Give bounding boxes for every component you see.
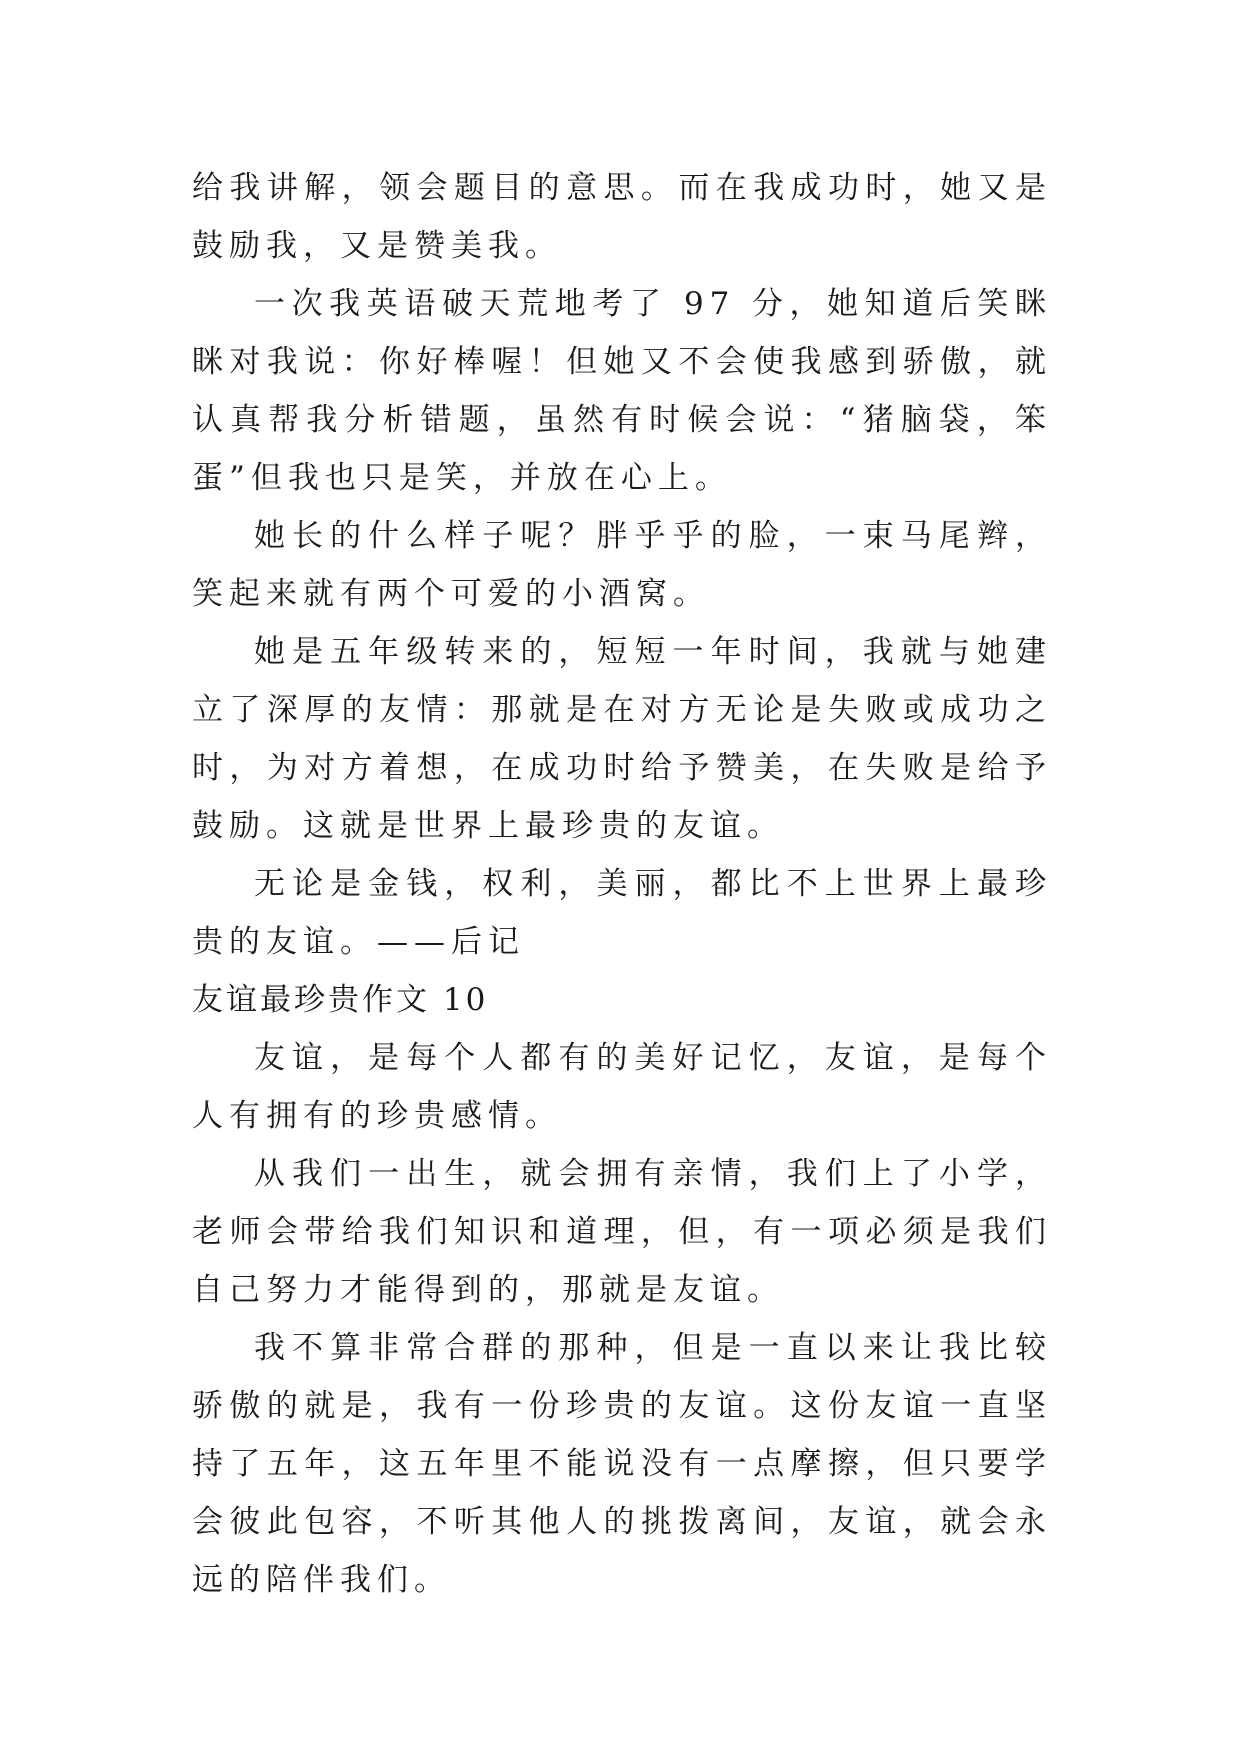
- essay-title: 友谊最珍贵作文 10: [192, 982, 489, 1018]
- paragraph-english-score: 一次我英语破天荒地考了 97 分，她知道后笑眯眯对我说：你好棒喔！但她又不会使我感到骄傲，就认真帮我分析错题，虽然有时候会说：“猪脑袋，笨蛋”但我也只是笑，并放在心上。: [192, 286, 1052, 496]
- paragraph-continued: 给我讲解，领会题目的意思。而在我成功时，她又是鼓励我，又是赞美我。: [192, 170, 1052, 264]
- paragraph-appearance: 她长的什么样子呢？胖乎乎的脸，一束马尾辫，笑起来就有两个可爱的小酒窝。: [192, 518, 1052, 612]
- document-body: [192, 159, 1052, 1609]
- paragraph-friendship-memory: 友谊，是每个人都有的美好记忆，友谊，是每个人有拥有的珍贵感情。: [192, 1040, 1052, 1134]
- paragraph-from-birth: 从我们一出生，就会拥有亲情，我们上了小学，老师会带给我们知识和道理，但，有一项必须是我们自己努力才能得到的，那就是友谊。: [192, 1156, 1052, 1308]
- paragraph-friendship-built: 她是五年级转来的，短短一年时间，我就与她建立了深厚的友情：那就是在对方无论是失败或成功之时，为对方着想，在成功时给予赞美，在失败是给予鼓励。这就是世界上最珍贵的友谊。: [192, 634, 1052, 844]
- paragraph-afterword: 无论是金钱，权利，美丽，都比不上世界上最珍贵的友谊。——后记: [192, 866, 1052, 960]
- paragraph-five-years: 我不算非常合群的那种，但是一直以来让我比较骄傲的就是，我有一份珍贵的友谊。这份友谊一直坚持了五年，这五年里不能说没有一点摩擦，但只要学会彼此包容，不听其他人的挑拨离间，友谊，就会永远的陪伴我们。: [192, 1330, 1052, 1598]
